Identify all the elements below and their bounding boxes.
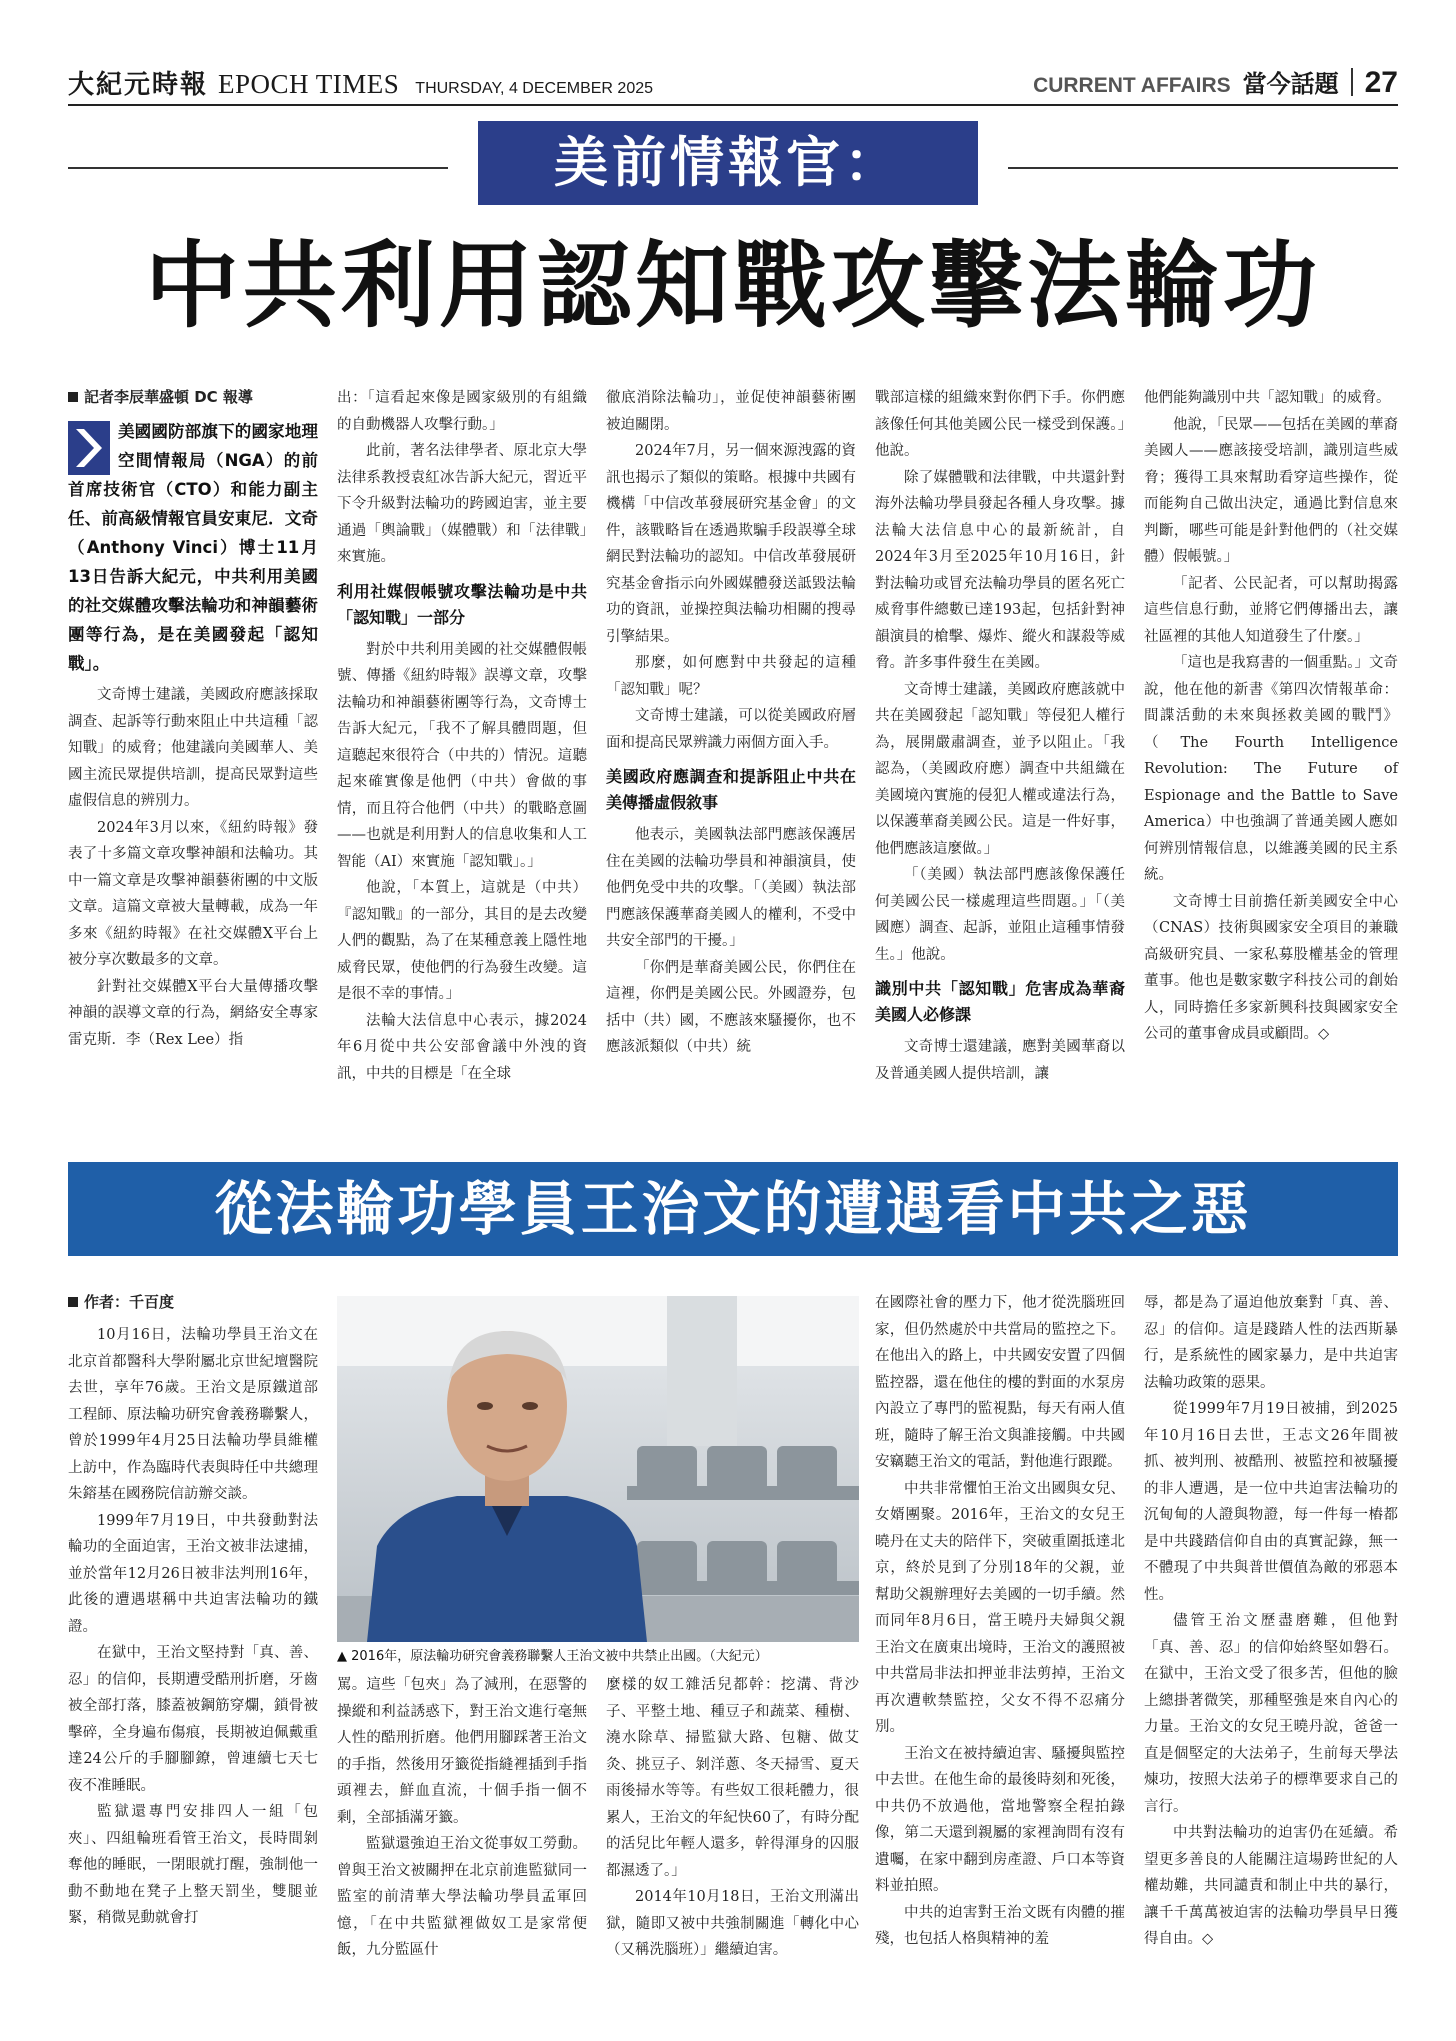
paragraph: 法輪大法信息中心表示，據2024年6月從中共公安部會議中外洩的資訊，中共的目標是「在全球 <box>337 1012 587 1082</box>
photo-caption: ▲ 2016年，原法輪功研究會義務聯繫人王治文被中共禁止出國。（大紀元） <box>337 1649 768 1664</box>
paragraph: 在獄中，王治文堅持對「真、善、忍」的信仰，長期遭受酷刑折磨，牙齒被全部打落，膝蓋被鋼筋穿爛，鎖骨被擊碎，全身遍布傷痕，長期被迫佩戴重達24公斤的手腳腳鐐，曾連續七天七夜不准睡眠。 <box>68 1645 318 1794</box>
article1-kicker: 美前情報官： <box>478 121 978 205</box>
article1-column-4 <box>875 385 1125 1087</box>
page-number: 27 <box>1364 66 1398 99</box>
masthead-rule <box>68 104 1398 106</box>
paragraph: 文奇博士建議，美國政府應該就中共在美國發起「認知戰」等侵犯人權行為，展開嚴肅調查，並予以阻止。「我認為，（美國政府應）調查中共組織在美國境內實施的侵犯人權或違法行為，以保護華裔美國公民。這是一件好事，他們應該這麼做。」 <box>875 681 1125 857</box>
paragraph: 那麼，如何應對中共發起的這種「認知戰」呢？ <box>606 655 856 698</box>
article2-column-2 <box>337 1672 587 1964</box>
paragraph: 他說，「本質上，這就是（中共）『認知戰』的一部分，其目的是去改變人們的觀點，為了在某種意義上隱性地威脅民眾，使他們的行為發生改變。這是很不幸的事情。」 <box>337 880 587 1002</box>
article2-column-1 <box>68 1290 318 1932</box>
paragraph: 2014年10月18日，王治文刑滿出獄，隨即又被中共強制關進「轉化中心（又稱洗腦班）」繼續迫害。 <box>606 1889 859 1958</box>
paragraph: 徹底消除法輪功」，並促使神韻藝術團被迫關閉。 <box>606 390 856 433</box>
paragraph: 中共非常懼怕王治文出國與女兒、女婿團聚。2016年，王治文的女兒王曉丹在丈夫的陪伴下，突破重圍抵達北京，終於見到了分別18年的父親，並幫助父親辦理好去美國的一切手續。然而同年8月6日，當王曉丹夫婦與父親王治文在廣東出境時，王治文的護照被中共當局非法扣押並非法剪掉，王治文再次遭軟禁監控，父女不得不忍痛分別。 <box>875 1480 1125 1735</box>
article2-column-5 <box>1144 1290 1398 1953</box>
issue-date: THURSDAY, 4 DECEMBER 2025 <box>415 80 654 97</box>
paragraph: 他表示，美國執法部門應該保護居住在美國的法輪功學員和神韻演員，使他們免受中共的攻擊。「（美國）執法部門應該保護華裔美國人的權利，不受中共安全部門的干擾。」 <box>606 827 856 949</box>
subheading: 利用社媒假帳號攻擊法輪功是中共「認知戰」一部分 <box>337 581 587 627</box>
article1-column-5 <box>1144 385 1398 1048</box>
paragraph: 「記者、公民記者，可以幫助揭露這些信息行動，並將它們傳播出去，讓社區裡的其他人知道發生了什麼。」 <box>1144 575 1398 645</box>
byline-marker <box>68 392 78 402</box>
paragraph: 他們能夠識別中共「認知戰」的威脅。 <box>1144 390 1391 406</box>
chevron-right-icon <box>68 421 110 475</box>
section-label-chinese: 當今話題 <box>1242 70 1339 98</box>
paragraph: 2024年3月以來，《紐約時報》發表了十多篇文章攻擊神韻和法輪功。其中一篇文章是攻擊神韻藝術團的中文版文章。這篇文章被大量轉載，成為一年多來《紐約時報》在社交媒體X平台上被分享次數最多的文章。 <box>68 819 318 968</box>
kicker-rule-left <box>68 167 448 169</box>
subheading: 美國政府應調查和提訴阻止中共在美傳播虛假敘事 <box>606 767 856 812</box>
article1-byline <box>68 385 318 409</box>
paragraph: 監獄還專門安排四人一組「包夾」、四組輪班看管王治文，長時間剝奪他的睡眠，一閉眼就打醒，強制他一動不動地在凳子上整天罰坐，雙腿並緊，稍微晃動就會打 <box>68 1804 318 1926</box>
paragraph: 中共的迫害對王治文既有肉體的摧殘，也包括人格與精神的羞 <box>875 1904 1125 1947</box>
paragraph: 麼樣的奴工雜活兒都幹：挖溝、背沙子、平整土地、種豆子和蔬菜、種樹、澆水除草、掃監獄大路、包糖、做艾灸、挑豆子、剝洋蔥、冬天掃雪、夏天雨後掃水等等。有些奴工很耗體力，很累人，王治文的年紀快60了，有時分配的活兒比年輕人還多，幹得渾身的囚服都濕透了。」 <box>606 1677 859 1879</box>
paragraph: 王治文在被持續迫害、騷擾與監控中去世。在他生命的最後時刻和死後，中共仍不放過他，當地警察全程拍錄像，第二天還到親屬的家裡詢問有沒有遺囑，在家中翻到房產證、戶口本等資料並拍照。 <box>875 1745 1125 1894</box>
article2-photo <box>337 1296 859 1642</box>
paragraph: 文奇博士建議，美國政府應該採取調查、起訴等行動來阻止中共這種「認知戰」的威脅；他建議向美國華人、美國主流民眾提供培訓，提高民眾對這些虛假信息的辨別力。 <box>68 687 318 809</box>
paragraph: 文奇博士目前擔任新美國安全中心（CNAS）技術與國家安全項目的兼職高級研究員、一家私募股權基金的管理董事。他也是數家數字科技公司的創始人，同時擔任多家新興科技與國家安全公司的董事會成員或顧問。◇ <box>1144 893 1398 1042</box>
article1-lede-text: 美國國防部旗下的國家地理空間情報局（NGA）的前首席技術官（CTO）和能力副主任、前高級情報官員安東尼．文奇（Anthony Vinci）博士11月13日告訴大紀元，中共利用美國的社交媒體攻擊法輪功和神韻藝術團等行為，是在美國發起「認知戰」。 <box>68 422 318 673</box>
kicker-rule-right <box>1008 167 1398 169</box>
paragraph: 中共對法輪功的迫害仍在延續。希望更多善良的人能關注這場跨世紀的人權劫難，共同譴責和制止中共的暴行，讓千千萬萬被迫害的法輪功學員早日獲得自由。◇ <box>1144 1825 1398 1947</box>
article1-column-3 <box>606 385 856 1061</box>
paragraph: 在國際社會的壓力下，他才從洗腦班回家，但仍然處於中共當局的監控之下。在他出入的路上，中共國安安置了四個監控器，還在他住的樓的對面的水泵房內設立了專門的監視點，每天有兩人值班，隨時了解王治文與誰接觸。中共國安竊聽王治文的電話，對他進行跟蹤。 <box>875 1295 1125 1470</box>
article2-byline <box>68 1290 318 1314</box>
paragraph: 「你們是華裔美國公民，你們住在這裡，你們是美國公民。外國證券，包括中（共）國，不應該來騷擾你，也不應該派類似（中共）統 <box>606 959 856 1055</box>
masthead-left <box>68 64 653 101</box>
section-label-english: CURRENT AFFAIRS <box>1033 74 1231 97</box>
logo-english[interactable]: EPOCH TIMES <box>218 69 400 99</box>
paragraph: 此前，著名法律學者、原北京大學法律系教授袁紅冰告訴大紀元，習近平下令升級對法輪功的跨國迫害，並主要通過「輿論戰」（媒體戰）和「法律戰」來實施。 <box>337 443 587 565</box>
article1-headline: 中共利用認知戰攻擊法輪功 <box>144 232 1321 341</box>
article1-lede <box>68 417 318 678</box>
paragraph: 「（美國）執法部門應該像保護任何美國公民一樣處理這些問題。」「（美國應）調查、起訴，並阻止這種事情發生。」他說。 <box>875 867 1125 963</box>
paragraph: 罵。這些「包夾」為了減刑，在惡警的操縱和利益誘惑下，對王治文進行毫無人性的酷刑折磨。他們用腳踩著王治文的手指，然後用牙籤從指縫裡插到手指頭裡去，鮮血直流，十個手指一個不剩，全部插滿牙籤。 <box>337 1677 587 1826</box>
article2-column-4 <box>875 1290 1125 1953</box>
paragraph: 「這也是我寫書的一個重點。」文奇說，他在他的新書《第四次情報革命：間諜活動的未來與拯救美國的戰鬥》（The Fourth Intelligence Revolution: The Future of Espionage and the Battle to Save America）中也強調了普通美國人應如何辨別情報信息，以維護美國的民主系統。 <box>1144 655 1398 883</box>
paragraph: 儘管王治文歷盡磨難，但他對「真、善、忍」的信仰始終堅如磐石。在獄中，王治文受了很多苦，但他的臉上總掛著微笑，那種堅強是來自內心的力量。王治文的女兒王曉丹說，爸爸一直是個堅定的大法弟子，生前每天學法煉功，按照大法弟子的標準要求自己的言行。 <box>1144 1613 1398 1815</box>
masthead-right <box>1033 64 1398 100</box>
paragraph: 從1999年7月19日被捕，到2025年10月16日去世，王志文26年間被抓、被判刑、被酷刑、被監控和被騷擾的非人遭遇，是一位中共迫害法輪功的沉甸甸的人證與物證，每一件每一樁都是中共踐踏信仰自由的真實記錄，無一不體現了中共與普世價值為敵的邪惡本性。 <box>1144 1401 1398 1603</box>
article1-column-2 <box>337 385 587 1087</box>
article1-byline-text: 記者李辰華盛頓 DC 報導 <box>84 388 253 406</box>
paragraph: 除了媒體戰和法律戰，中共還針對海外法輪功學員發起各種人身攻擊。據法輪大法信息中心的最新統計，自2024年3月至2025年10月16日，針對法輪功或冒充法輪功學員的匿名死亡威脅事件總數已達193起，包括針對神韻演員的槍擊、爆炸、縱火和謀殺等威脅。許多事件發生在美國。 <box>875 469 1125 671</box>
paragraph: 戰部這樣的組織來對你們下手。你們應該像任何其他美國公民一樣受到保護。」他說。 <box>875 390 1125 459</box>
article2-column-3 <box>606 1672 859 1964</box>
article2-byline-text: 作者：千百度 <box>84 1293 175 1311</box>
paragraph: 出：「這看起來像是國家級別的有組織的自動機器人攻擊行動。」 <box>337 390 587 433</box>
paragraph: 辱，都是為了逼迫他放棄對「真、善、忍」的信仰。這是踐踏人性的法西斯暴行，是系統性的國家暴力，是中共迫害法輪功政策的惡果。 <box>1144 1295 1398 1391</box>
byline-marker <box>68 1297 78 1307</box>
paragraph: 文奇博士建議，可以從美國政府層面和提高民眾辨識力兩個方面入手。 <box>606 708 856 751</box>
paragraph: 監獄還強迫王治文從事奴工勞動。曾與王治文被關押在北京前進監獄同一監室的前清華大學法輪功學員孟軍回憶，「在中共監獄裡做奴工是家常便飯，九分監區什 <box>337 1836 587 1958</box>
subheading: 識別中共「認知戰」危害成為華裔美國人必修課 <box>875 979 1125 1024</box>
article1-column-1 <box>68 385 318 1053</box>
masthead-divider <box>1351 68 1353 96</box>
paragraph: 1999年7月19日，中共發動對法輪功的全面迫害，王治文被非法逮捕，並於當年12月26日被非法判刑16年，此後的遭遇堪稱中共迫害法輪功的鐵證。 <box>68 1512 318 1635</box>
paragraph: 2024年7月，另一個來源洩露的資訊也揭示了類似的策略。根據中共國有機構「中信改革發展研究基金會」的文件，該戰略旨在透過欺騙手段誤導全球網民對法輪功的認知。中信改革發展研究基金會指示向外國媒體發送詆毀法輪功的資訊，並操控與法輪功相關的搜尋引擎結果。 <box>606 443 856 645</box>
article2-headline: 從法輪功學員王治文的遭遇看中共之惡 <box>68 1162 1398 1256</box>
paragraph: 對於中共利用美國的社交媒體假帳號、傳播《紐約時報》誤導文章，攻擊法輪功和神韻藝術團等行為，文奇博士告訴大紀元，「我不了解具體問題，但這聽起來很符合（中共的）情況。這聽起來確實像是他們（中共）會做的事情，而且符合他們（中共）的戰略意圖——也就是利用對人的信息收集和人工智能（AI）來實施「認知戰」。」 <box>337 641 587 870</box>
paragraph: 針對社交媒體X平台大量傳播攻擊神韻的誤導文章的行為，網絡安全專家雷克斯．李（Rex Lee）指 <box>68 978 318 1048</box>
portrait-illustration <box>337 1296 859 1642</box>
paragraph: 文奇博士還建議，應對美國華裔以及普通美國人提供培訓，讓 <box>875 1039 1125 1082</box>
masthead <box>68 64 1398 104</box>
paragraph: 10月16日，法輪功學員王治文在北京首都醫科大學附屬北京世紀壇醫院去世，享年76歲。王治文是原鐵道部工程師、原法輪功研究會義務聯繫人，曾於1999年4月25日法輪功學員維權上訪中，作為臨時代表與時任中共總理朱鎔基在國務院信訪辦交談。 <box>68 1327 318 1502</box>
logo-chinese[interactable]: 大紀元時報 <box>68 70 209 100</box>
paragraph: 他說，「民眾——包括在美國的華裔美國人——應該接受培訓，識別這些威脅；獲得工具來幫助看穿這些操作，從而能夠自己做出決定，通過比對信息來判斷，哪些可能是針對他們的（社交媒體）假帳號。」 <box>1144 416 1398 565</box>
